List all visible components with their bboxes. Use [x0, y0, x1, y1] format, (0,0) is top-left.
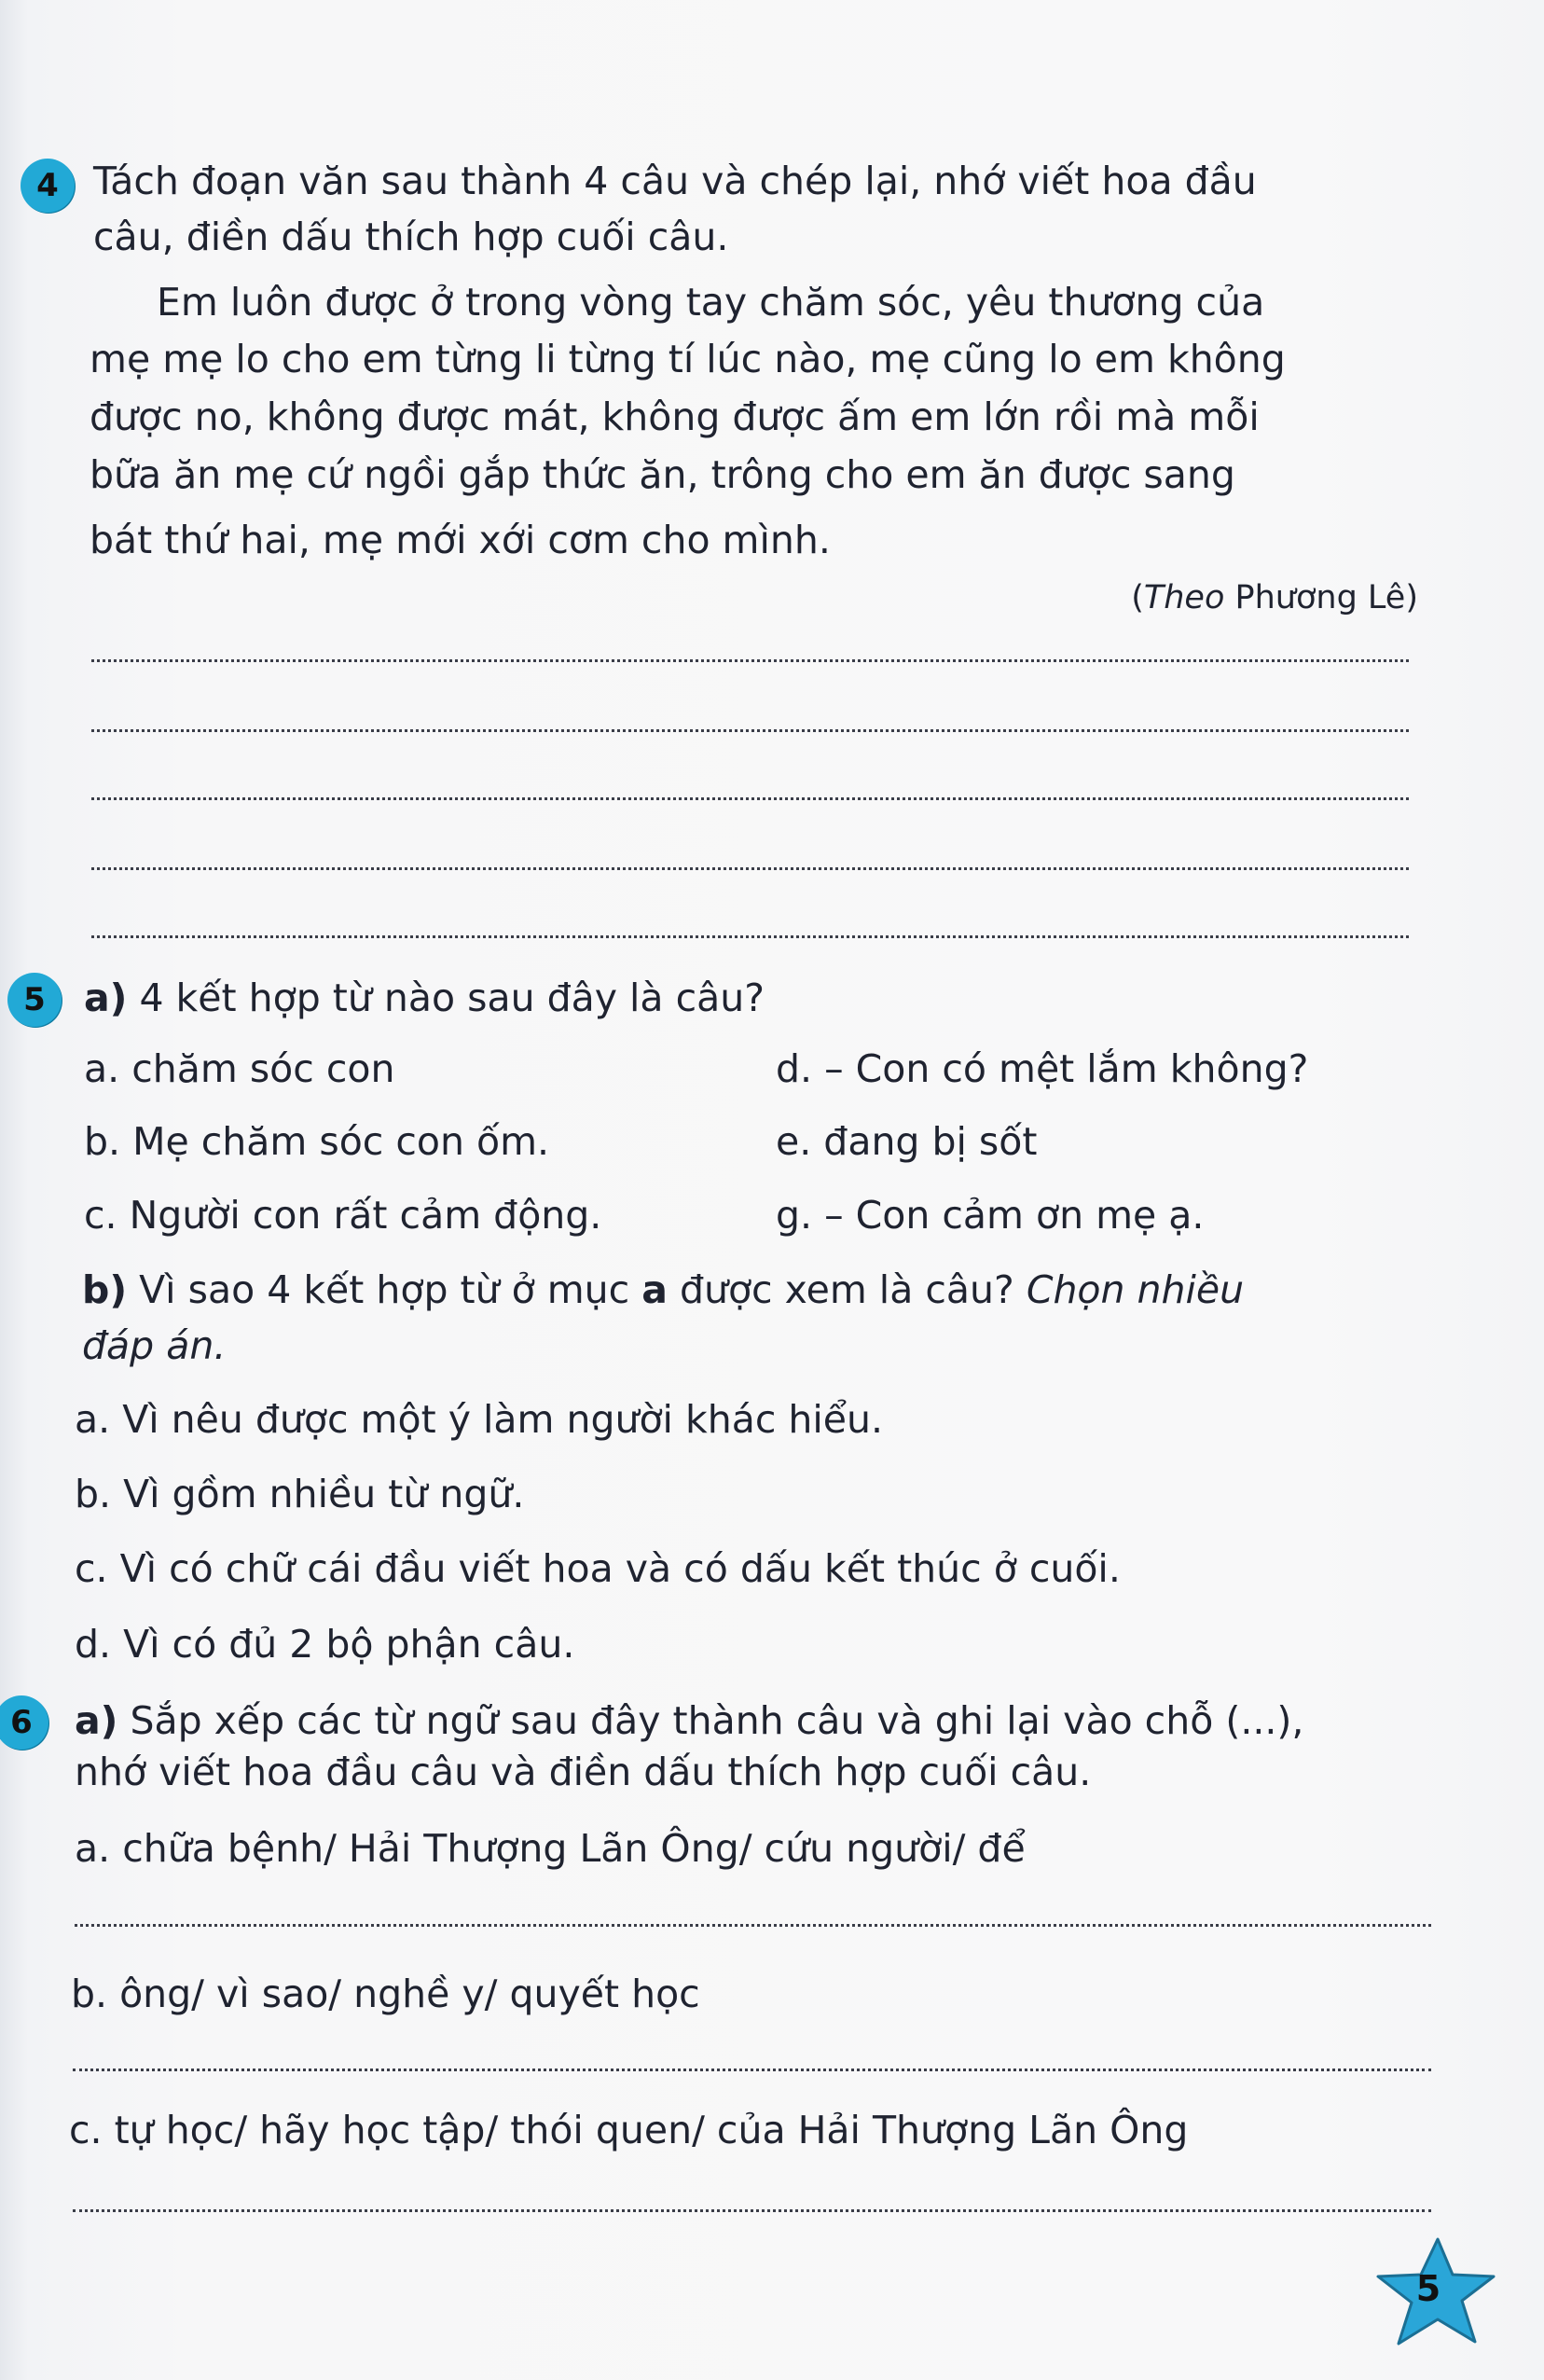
reason-b: b. Vì gồm nhiều từ ngữ.: [75, 1472, 525, 1516]
arrange-answer-line-a[interactable]: [75, 1924, 1431, 1927]
exercise-5b-question-line-1: b) Vì sao 4 kết hợp từ ở mục a được xem là câu? Chọn nhiều: [82, 1267, 1245, 1312]
passage-line-1: Em luôn được ở trong vòng tay chăm sóc, yêu thương của: [157, 280, 1265, 325]
arrange-item-a: a. chữa bệnh/ Hải Thượng Lãn Ông/ cứu người/ để: [75, 1826, 1026, 1871]
passage-line-3: được no, không được mát, không được ấm em lớn rồi mà mỗi: [90, 394, 1260, 439]
option-b: b. Mẹ chăm sóc con ốm.: [84, 1119, 550, 1164]
exercise-4-badge: 4: [21, 159, 75, 213]
page-number: 5: [1415, 2268, 1441, 2309]
exercise-4-instruction-line-2: câu, điền dấu thích hợp cuối câu.: [93, 214, 729, 259]
arrange-item-c: c. tự học/ hãy học tập/ thói quen/ của Hải Thượng Lãn Ông: [69, 2108, 1189, 2152]
exercise-4-instruction-line-1: Tách đoạn văn sau thành 4 câu và chép lại, nhớ viết hoa đầu: [93, 159, 1257, 203]
option-g: g. – Con cảm ơn mẹ ạ.: [776, 1193, 1205, 1238]
reason-a: a. Vì nêu được một ý làm người khác hiểu.: [75, 1397, 884, 1442]
passage-line-4: bữa ăn mẹ cứ ngồi gắp thức ăn, trông cho em ăn được sang: [90, 452, 1235, 497]
answer-line-5[interactable]: [91, 935, 1409, 938]
exercise-6-instruction-line-2: nhớ viết hoa đầu câu và điền dấu thích hợp cuối câu.: [75, 1750, 1092, 1794]
arrange-answer-line-b[interactable]: [73, 2069, 1431, 2071]
arrange-item-b: b. ông/ vì sao/ nghề y/ quyết học: [71, 1972, 700, 2016]
exercise-5b-question-line-2: đáp án.: [82, 1323, 227, 1368]
passage-line-2: mẹ mẹ lo cho em từng li từng tí lúc nào, mẹ cũng lo em không: [90, 337, 1286, 381]
reason-d: d. Vì có đủ 2 bộ phận câu.: [75, 1622, 575, 1667]
answer-line-2[interactable]: [91, 729, 1409, 732]
option-d: d. – Con có mệt lắm không?: [776, 1046, 1309, 1091]
answer-line-1[interactable]: [91, 659, 1409, 662]
answer-line-3[interactable]: [91, 797, 1409, 800]
exercise-6-instruction-line-1: a) Sắp xếp các từ ngữ sau đây thành câu và ghi lại vào chỗ (...),: [75, 1698, 1304, 1743]
exercise-5a-question: a) 4 kết hợp từ nào sau đây là câu?: [84, 976, 765, 1020]
answer-line-4[interactable]: [91, 867, 1409, 870]
passage-line-5: bát thứ hai, mẹ mới xới cơm cho mình.: [90, 518, 831, 562]
option-a: a. chăm sóc con: [84, 1046, 395, 1091]
reason-c: c. Vì có chữ cái đầu viết hoa và có dấu kết thúc ở cuối.: [75, 1546, 1121, 1591]
option-c: c. Người con rất cảm động.: [84, 1193, 602, 1238]
option-e: e. đang bị sốt: [776, 1119, 1038, 1164]
arrange-answer-line-c[interactable]: [73, 2209, 1431, 2212]
exercise-6-badge: 6: [0, 1695, 48, 1750]
exercise-5-badge: 5: [7, 973, 62, 1027]
passage-source: (Theo Phương Lê): [1131, 579, 1418, 616]
